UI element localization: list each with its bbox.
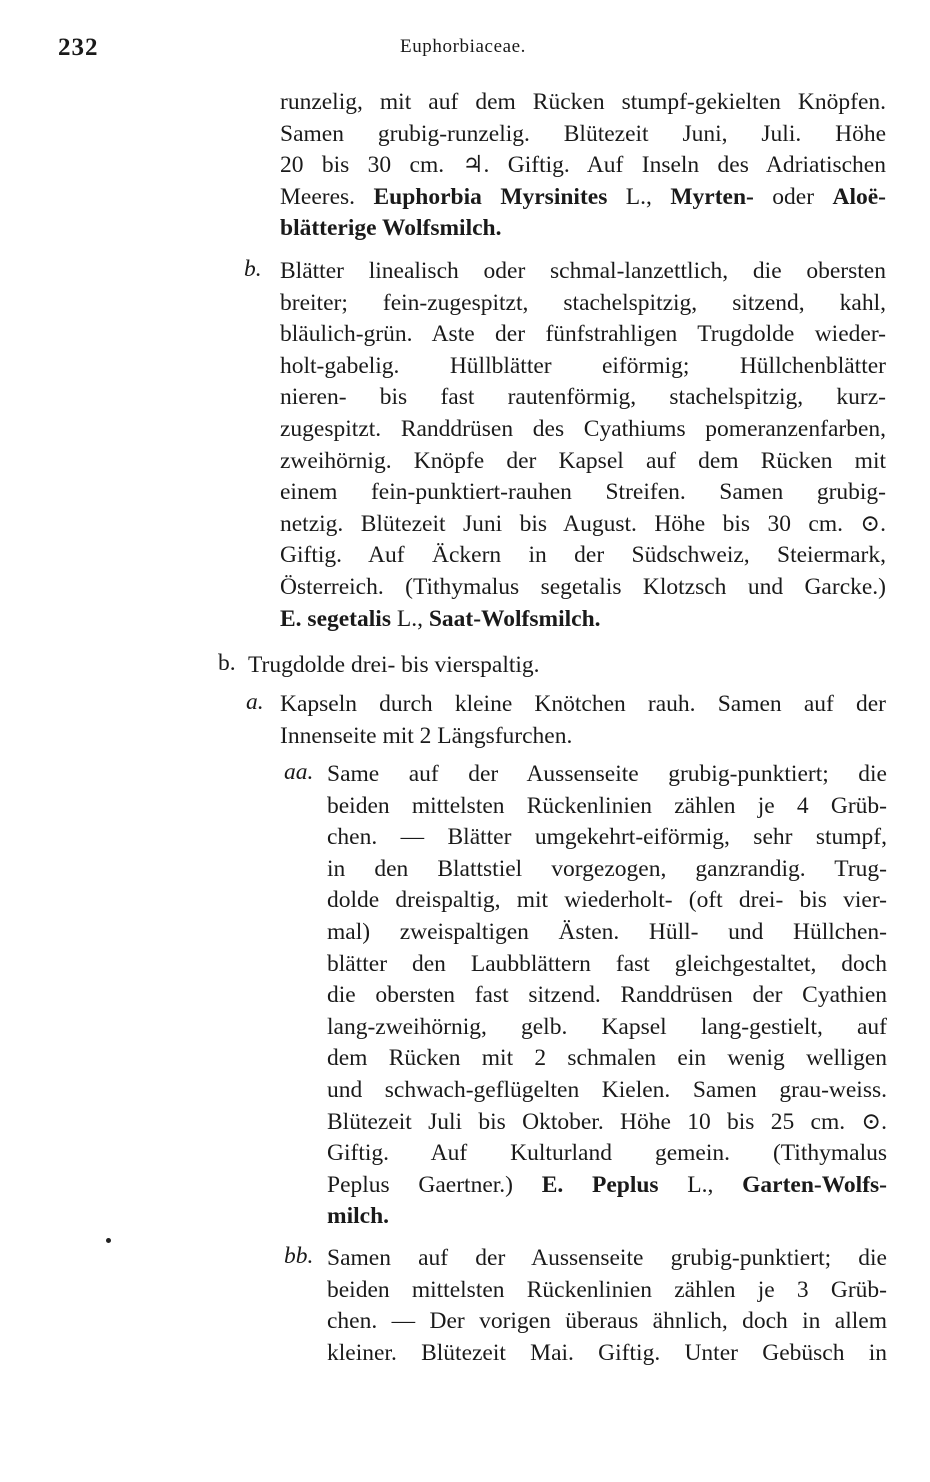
text-line: dolde dreispaltig, mit wiederholt- (oft drei- bis vier- <box>327 887 887 914</box>
text-run: Meeres. <box>280 183 374 210</box>
text-line: dem Rücken mit 2 schmalen ein wenig welligen <box>327 1045 887 1072</box>
text-line: netzig. Blütezeit Juni bis August. Höhe bis 30 cm. ⊙. <box>280 510 886 537</box>
common-name: Saat-Wolfsmilch. <box>428 605 601 632</box>
text-line: in den Blattstiel vorgezogen, ganzrandig. Trug- <box>327 855 887 882</box>
text-line: kleiner. Blütezeit Mai. Giftig. Unter Gebüsch in <box>327 1339 887 1366</box>
entry-marker: a. <box>246 689 264 715</box>
text-line: 20 bis 30 cm. ♃. Giftig. Auf Inseln des Adriatischen <box>280 152 886 179</box>
text-line: zugespitzt. Randdrüsen des Cyathiums pomeranzenfarben, <box>280 415 886 442</box>
text-run: Peplus Gaertner.) <box>327 1171 542 1198</box>
entry-bb <box>327 1243 887 1369</box>
entry-marker: bb. <box>284 1243 314 1269</box>
continuation-paragraph <box>280 87 886 245</box>
entry-marker: b. <box>244 256 262 282</box>
entry-b-italic <box>280 256 886 635</box>
text-line: chen. — Blätter umgekehrt-eiförmig, sehr stumpf, <box>327 824 887 851</box>
text-line: Giftig. Auf Kulturland gemein. (Tithymalus <box>327 1140 887 1167</box>
common-name: Aloë- <box>832 183 886 210</box>
text-line: die obersten fast sitzend. Randdrüsen der Cyathien <box>327 982 887 1009</box>
entry-aa <box>327 759 887 1233</box>
text-line: Österreich. (Tithymalus segetalis Klotzsch und Garcke.) <box>280 573 886 600</box>
text-line: Samen grubig-runzelig. Blütezeit Juni, Juli. Höhe <box>280 120 886 147</box>
common-name: Myrten- <box>670 183 754 210</box>
text-run: L., <box>658 1171 743 1198</box>
text-line: lang-zweihörnig, gelb. Kapsel lang-gestielt, auf <box>327 1013 887 1040</box>
text-line: einem fein-punktiert-rauhen Streifen. Samen grubig- <box>280 479 886 506</box>
text-line: chen. — Der vorigen überaus ähnlich, doch in allem <box>327 1308 887 1335</box>
text-line: Giftig. Auf Äckern in der Südschweiz, Steiermark, <box>280 542 886 569</box>
entry-b-upright <box>248 650 888 682</box>
text-line <box>327 1170 887 1202</box>
entry-a-italic <box>280 689 886 752</box>
text-line: Kapseln durch kleine Knötchen rauh. Samen auf der <box>280 691 886 717</box>
text-line <box>327 1201 887 1233</box>
species-name: E. Peplus <box>541 1171 659 1198</box>
text-line: Blütezeit Juli bis Oktober. Höhe 10 bis 25 cm. ⊙. <box>327 1108 887 1135</box>
common-name: blätterige Wolfsmilch. <box>280 215 502 242</box>
text-line: Same auf der Aussenseite grubig-punktiert; die <box>327 761 887 787</box>
text-line: mal) zweispaltigen Ästen. Hüll- und Hüllchen- <box>327 918 887 945</box>
running-head: Euphorbiaceae. <box>400 36 527 57</box>
text-line: nieren- bis fast rautenförmig, stachelspitzig, kurz- <box>280 384 886 411</box>
text-run: oder <box>753 183 833 210</box>
text-line: Trugdolde drei- bis vierspaltig. <box>248 652 540 678</box>
page-number: 232 <box>58 34 99 61</box>
text-line <box>280 213 886 245</box>
text-line: blätter den Laubblättern fast gleichgestaltet, doch <box>327 950 887 977</box>
text-line: Samen auf der Aussenseite grubig-punktiert; die <box>327 1245 887 1271</box>
text-line: zweihörnig. Knöpfe der Kapsel auf dem Rücken mit <box>280 447 886 474</box>
ink-speck <box>106 1238 111 1243</box>
text-line: Blätter linealisch oder schmal-lanzettlich, die obersten <box>280 258 886 284</box>
text-line: bläulich-grün. Aste der fünfstrahligen Trugdolde wieder- <box>280 321 886 348</box>
text-line: breiter; fein-zugespitzt, stachelspitzig, sitzend, kahl, <box>280 289 886 316</box>
text-line <box>280 182 886 214</box>
text-line: beiden mittelsten Rückenlinien zählen je 3 Grüb- <box>327 1276 887 1303</box>
common-name: Garten-Wolfs- <box>742 1171 887 1198</box>
species-name: E. segetalis <box>280 605 391 632</box>
entry-marker: aa. <box>284 759 314 785</box>
text-line: beiden mittelsten Rückenlinien zählen je 4 Grüb- <box>327 792 887 819</box>
text-line: Innenseite mit 2 Längsfurchen. <box>280 722 573 749</box>
species-name: Euphorbia Myrsinites <box>373 183 608 210</box>
text-run: L., <box>390 605 429 632</box>
entry-marker: b. <box>218 650 236 676</box>
common-name: milch. <box>327 1203 390 1230</box>
text-run: L., <box>607 183 671 210</box>
text-line: runzelig, mit auf dem Rücken stumpf-gekielten Knöpfen. <box>280 89 886 115</box>
text-line: und schwach-geflügelten Kielen. Samen grau-weiss. <box>327 1076 887 1103</box>
text-line: holt-gabelig. Hüllblätter eiförmig; Hüllchenblätter <box>280 352 886 379</box>
text-line <box>280 604 886 636</box>
